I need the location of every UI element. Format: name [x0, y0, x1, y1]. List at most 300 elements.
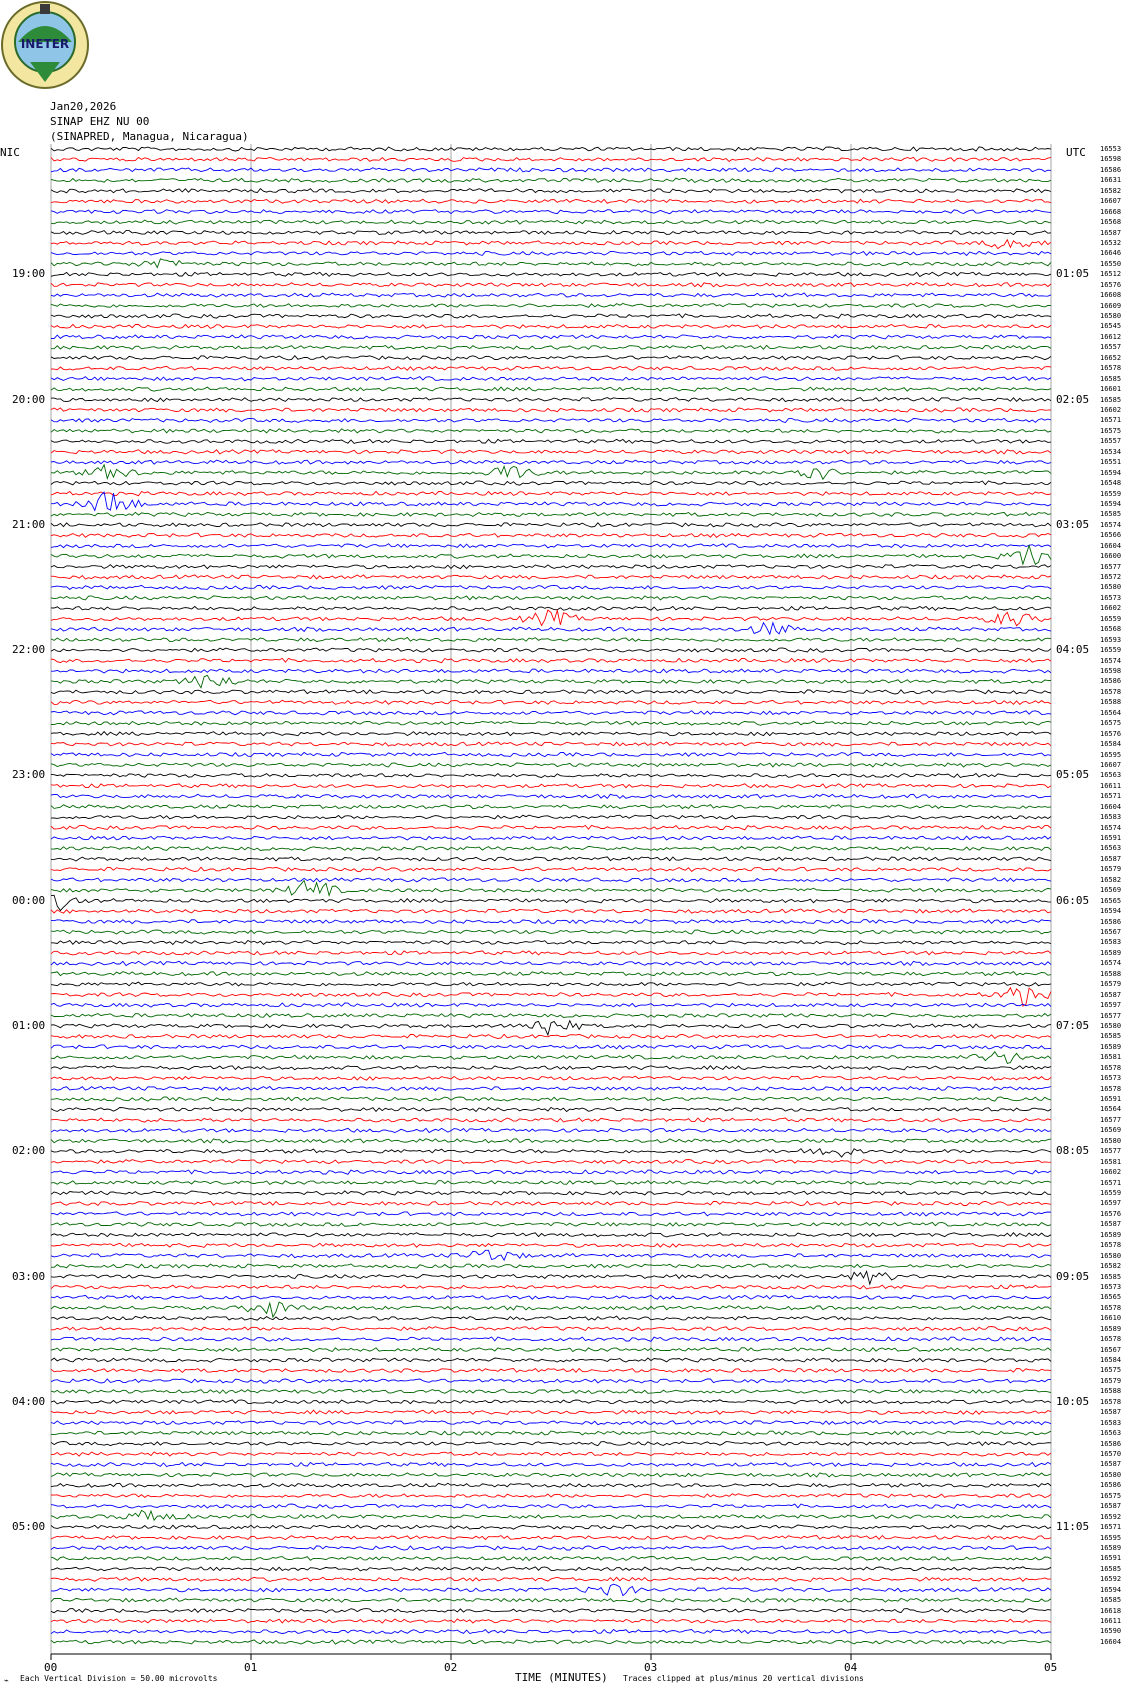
- seismic-trace: [51, 523, 1051, 527]
- trace-count-label: 16586: [1100, 1439, 1122, 1448]
- seismic-trace: [51, 546, 1051, 565]
- seismic-trace: [51, 1358, 1051, 1362]
- trace-count-label: 16576: [1100, 729, 1122, 738]
- seismic-trace: [51, 982, 1051, 986]
- trace-count-label: 16587: [1100, 1220, 1122, 1229]
- seismic-trace: [51, 1410, 1051, 1414]
- right-hour-label: 03:05: [1056, 517, 1090, 531]
- seismic-trace: [51, 1452, 1051, 1456]
- trace-count-label: 16646: [1100, 249, 1122, 258]
- seismic-trace: [51, 1034, 1051, 1038]
- trace-count-label: 16577: [1100, 1011, 1122, 1020]
- trace-count-label: 16594: [1100, 499, 1122, 508]
- trace-count-label: 16551: [1100, 458, 1122, 467]
- seismic-trace: [51, 1118, 1051, 1122]
- trace-count-label: 16586: [1100, 165, 1122, 174]
- trace-count-label: 16574: [1100, 520, 1122, 529]
- trace-count-label: 16607: [1100, 197, 1122, 206]
- seismic-trace: [51, 1525, 1051, 1529]
- seismic-trace: [51, 825, 1051, 829]
- seismic-trace: [51, 168, 1051, 172]
- trace-count-label: 16577: [1100, 562, 1122, 571]
- trace-count-label: 16598: [1100, 155, 1122, 164]
- seismic-trace: [51, 721, 1051, 725]
- seismic-trace: [51, 304, 1051, 308]
- trace-count-label: 16585: [1100, 374, 1122, 383]
- seismic-trace: [51, 1389, 1051, 1393]
- left-hour-label: 22:00: [12, 643, 46, 657]
- right-hour-label: 07:05: [1056, 1018, 1090, 1032]
- seismic-trace: [51, 356, 1051, 360]
- trace-count-label: 16573: [1100, 1282, 1122, 1291]
- seismic-trace: [51, 658, 1051, 662]
- seismic-trace: [51, 450, 1051, 454]
- x-tick-label: 00: [44, 1661, 58, 1674]
- trace-count-label: 16668: [1100, 207, 1122, 216]
- trace-count-label: 16608: [1100, 291, 1122, 300]
- trace-count-label: 16545: [1100, 322, 1122, 331]
- trace-count-label: 16618: [1100, 1606, 1122, 1615]
- trace-count-label: 16584: [1100, 1356, 1122, 1365]
- trace-count-label: 16574: [1100, 823, 1122, 832]
- seismic-trace: [51, 1546, 1051, 1550]
- trace-count-label: 16548: [1100, 479, 1122, 488]
- trace-count-label: 16593: [1100, 635, 1122, 644]
- seismic-trace: [51, 1212, 1051, 1216]
- right-hour-label: 05:05: [1056, 768, 1090, 782]
- seismic-trace: [51, 972, 1051, 976]
- trace-count-label: 16631: [1100, 176, 1122, 185]
- trace-count-label: 16585: [1100, 1272, 1122, 1281]
- left-hour-label: 20:00: [12, 392, 46, 406]
- trace-count-label: 16579: [1100, 1376, 1122, 1385]
- seismic-trace: [51, 366, 1051, 370]
- seismic-trace: [51, 335, 1051, 339]
- seismic-trace: [51, 1598, 1051, 1602]
- seismic-trace: [51, 951, 1051, 955]
- seismic-trace: [51, 575, 1051, 579]
- seismic-trace: [51, 1577, 1051, 1581]
- trace-count-label: 16591: [1100, 1095, 1122, 1104]
- seismic-trace: [51, 1584, 1051, 1595]
- seismic-trace: [51, 1619, 1051, 1623]
- seismic-trace: [51, 675, 1051, 688]
- trace-count-label: 16587: [1100, 228, 1122, 237]
- right-timezone: UTC: [1066, 146, 1086, 159]
- trace-count-label: 16563: [1100, 844, 1122, 853]
- seismic-trace: [51, 711, 1051, 715]
- seismic-trace: [51, 1021, 1051, 1035]
- trace-count-label: 16611: [1100, 781, 1122, 790]
- right-hour-label: 08:05: [1056, 1144, 1090, 1158]
- seismic-trace: [51, 533, 1051, 537]
- seismic-trace: [51, 700, 1051, 704]
- trace-count-label: 16592: [1100, 1575, 1122, 1584]
- left-hour-label: 23:00: [12, 768, 46, 782]
- trace-count-label: 16590: [1100, 1627, 1122, 1636]
- right-hour-label: 02:05: [1056, 392, 1090, 406]
- trace-count-label: 16583: [1100, 813, 1122, 822]
- seismic-trace: [51, 805, 1051, 809]
- right-hour-label: 10:05: [1056, 1394, 1090, 1408]
- left-hour-label: 00:00: [12, 893, 46, 907]
- trace-count-label: 16512: [1100, 270, 1122, 279]
- trace-count-label: 16553: [1100, 145, 1122, 153]
- left-hour-label: 04:00: [12, 1394, 46, 1408]
- trace-count-label: 16568: [1100, 218, 1122, 227]
- trace-count-label: 16612: [1100, 332, 1122, 341]
- trace-count-label: 16578: [1100, 687, 1122, 696]
- trace-count-label: 16571: [1100, 1523, 1122, 1532]
- x-axis-label: TIME (MINUTES): [515, 1671, 608, 1684]
- trace-count-label: 16602: [1100, 1168, 1122, 1177]
- seismic-trace: [51, 220, 1051, 224]
- trace-count-label: 16564: [1100, 708, 1122, 717]
- seismic-trace: [51, 1264, 1051, 1268]
- seismic-trace: [51, 1045, 1051, 1049]
- seismic-trace: [51, 1250, 1051, 1260]
- trace-count-label: 16559: [1100, 614, 1122, 623]
- left-timezone: NIC: [0, 146, 20, 159]
- seismic-trace: [51, 1052, 1051, 1064]
- trace-count-label: 16598: [1100, 667, 1122, 675]
- seismic-trace: [51, 460, 1051, 464]
- seismic-trace: [51, 930, 1051, 934]
- trace-count-label: 16604: [1100, 802, 1122, 811]
- trace-count-label: 16579: [1100, 980, 1122, 989]
- seismic-trace: [51, 199, 1051, 203]
- trace-count-label: 16575: [1100, 1366, 1122, 1375]
- seismic-trace: [51, 836, 1051, 840]
- trace-count-label: 16563: [1100, 771, 1122, 780]
- trace-count-label: 16595: [1100, 750, 1122, 759]
- right-hour-label: 06:05: [1056, 893, 1090, 907]
- trace-count-label: 16574: [1100, 656, 1122, 665]
- seismic-trace: [51, 1097, 1051, 1101]
- seismic-trace: [51, 1243, 1051, 1247]
- trace-count-label: 16565: [1100, 1293, 1122, 1302]
- seismic-trace: [51, 881, 1051, 896]
- trace-count-label: 16571: [1100, 792, 1122, 801]
- x-tick-label: 05: [1044, 1661, 1058, 1674]
- seismic-trace: [51, 846, 1051, 850]
- trace-count-label: 16585: [1100, 1032, 1122, 1041]
- seismic-trace: [51, 1630, 1051, 1634]
- seismic-trace: [51, 585, 1051, 589]
- trace-count-label: 16584: [1100, 740, 1122, 749]
- seismic-trace: [51, 1640, 1051, 1644]
- trace-count-label: 16578: [1100, 1335, 1122, 1344]
- trace-count-label: 16575: [1100, 719, 1122, 728]
- seismic-trace: [51, 565, 1051, 569]
- header-date: Jan20,2026: [50, 100, 117, 113]
- seismic-trace: [51, 1316, 1051, 1320]
- trace-count-label: 16587: [1100, 1502, 1122, 1511]
- seismic-trace: [51, 272, 1051, 276]
- seismic-trace: [51, 1139, 1051, 1143]
- seismic-trace: [51, 377, 1051, 381]
- left-hour-label: 05:00: [12, 1520, 46, 1534]
- footer-icon: ⌁: [4, 1676, 9, 1685]
- trace-count-label: 16583: [1100, 1418, 1122, 1427]
- trace-count-label: 16586: [1100, 917, 1122, 926]
- trace-count-label: 16576: [1100, 1209, 1122, 1218]
- seismic-trace: [51, 397, 1051, 401]
- left-hour-label: 19:00: [12, 267, 46, 281]
- seismic-trace: [51, 610, 1051, 626]
- trace-count-label: 16611: [1100, 1617, 1122, 1626]
- seismic-trace: [51, 1160, 1051, 1164]
- x-tick-label: 03: [644, 1661, 658, 1674]
- trace-count-label: 16573: [1100, 593, 1122, 602]
- seismic-trace: [51, 283, 1051, 287]
- seismic-trace: [51, 648, 1051, 652]
- seismic-trace: [51, 345, 1051, 349]
- trace-count-label: 16575: [1100, 1491, 1122, 1500]
- seismic-trace: [51, 1400, 1051, 1404]
- seismic-trace: [51, 909, 1051, 913]
- seismic-trace: [51, 1302, 1051, 1317]
- trace-count-label: 16594: [1100, 468, 1122, 477]
- trace-count-label: 16585: [1100, 1596, 1122, 1605]
- trace-count-label: 16572: [1100, 573, 1122, 582]
- seismic-trace: [51, 429, 1051, 433]
- seismic-trace: [51, 857, 1051, 861]
- seismic-trace: [51, 1504, 1051, 1508]
- seismic-trace: [51, 491, 1051, 495]
- x-tick-label: 02: [444, 1661, 458, 1674]
- left-hour-label: 02:00: [12, 1144, 46, 1158]
- trace-count-label: 16597: [1100, 1199, 1122, 1208]
- trace-count-label: 16578: [1100, 1397, 1122, 1406]
- trace-count-label: 16602: [1100, 604, 1122, 613]
- trace-count-label: 16578: [1100, 364, 1122, 373]
- seismic-trace: [51, 815, 1051, 819]
- trace-count-label: 16574: [1100, 959, 1122, 968]
- trace-count-label: 16577: [1100, 1115, 1122, 1124]
- seismic-trace: [51, 752, 1051, 756]
- trace-count-label: 16586: [1100, 1481, 1122, 1490]
- seismic-trace: [51, 1076, 1051, 1080]
- trace-count-label: 16573: [1100, 1074, 1122, 1083]
- trace-count-label: 16532: [1100, 238, 1122, 247]
- seismic-trace: [51, 1087, 1051, 1091]
- trace-count-label: 16602: [1100, 406, 1122, 414]
- seismic-trace: [51, 147, 1051, 151]
- seismic-trace: [51, 1510, 1051, 1520]
- trace-count-label: 16578: [1100, 1063, 1122, 1072]
- seismic-trace: [51, 878, 1051, 882]
- seismic-trace: [51, 210, 1051, 214]
- trace-count-label: 16580: [1100, 1021, 1122, 1030]
- trace-count-label: 16597: [1100, 1001, 1122, 1010]
- seismic-trace: [51, 1285, 1051, 1289]
- trace-count-label: 16594: [1100, 907, 1122, 916]
- trace-count-label: 16580: [1100, 1470, 1122, 1479]
- trace-count-label: 16604: [1100, 541, 1122, 550]
- seismic-trace: [51, 1369, 1051, 1373]
- seismic-trace: [51, 961, 1051, 965]
- right-hour-label: 09:05: [1056, 1269, 1090, 1283]
- trace-count-label: 16571: [1100, 416, 1122, 425]
- trace-count-label: 16588: [1100, 969, 1122, 978]
- trace-count-label: 16569: [1100, 886, 1122, 895]
- seismic-trace: [51, 623, 1051, 635]
- trace-count-label: 16600: [1100, 552, 1122, 561]
- trace-count-label: 16588: [1100, 698, 1122, 707]
- trace-count-label: 16581: [1100, 1157, 1122, 1166]
- trace-count-label: 16589: [1100, 1042, 1122, 1051]
- seismic-trace: [51, 988, 1051, 1006]
- seismic-trace: [51, 638, 1051, 642]
- seismic-trace: [51, 1327, 1051, 1331]
- trace-count-label: 16559: [1100, 646, 1122, 655]
- seismic-trace: [51, 1170, 1051, 1174]
- seismic-trace: [51, 1107, 1051, 1111]
- x-tick-label: 04: [844, 1661, 858, 1674]
- seismic-trace: [51, 690, 1051, 694]
- header-station: SINAP EHZ NU 00: [50, 115, 150, 128]
- seismic-trace: [51, 314, 1051, 318]
- trace-count-label: 16607: [1100, 760, 1122, 769]
- trace-count-label: 16577: [1100, 1147, 1122, 1156]
- seismic-trace: [51, 189, 1051, 193]
- trace-count-label: 16575: [1100, 426, 1122, 435]
- seismic-trace: [51, 1567, 1051, 1571]
- footer-clip-note: Traces clipped at plus/minus 20 vertical divisions: [623, 1674, 864, 1683]
- seismic-trace: [51, 940, 1051, 944]
- trace-count-label: 16550: [1100, 259, 1122, 268]
- seismic-trace: [51, 240, 1051, 249]
- trace-count-label: 16582: [1100, 875, 1122, 884]
- trace-count-label: 16652: [1100, 353, 1122, 362]
- seismic-trace: [51, 1149, 1051, 1157]
- seismic-trace: [51, 1494, 1051, 1498]
- seismic-trace: [51, 784, 1051, 788]
- seismic-trace: [51, 387, 1051, 391]
- right-hour-label: 01:05: [1056, 267, 1090, 281]
- trace-count-label: 16588: [1100, 1387, 1122, 1396]
- trace-count-label: 16559: [1100, 489, 1122, 498]
- seismic-trace: [51, 1201, 1051, 1205]
- trace-count-label: 16592: [1100, 1512, 1122, 1521]
- seismic-trace: [51, 324, 1051, 328]
- seismic-trace: [51, 1462, 1051, 1466]
- seismic-trace: [51, 1421, 1051, 1425]
- trace-count-label: 16557: [1100, 343, 1122, 352]
- seismic-trace: [51, 1295, 1051, 1299]
- logo-text: INETER: [20, 37, 70, 51]
- trace-count-label: 16589: [1100, 1324, 1122, 1333]
- trace-count-label: 16580: [1100, 1136, 1122, 1145]
- trace-count-label: 16581: [1100, 1053, 1122, 1062]
- seismic-trace: [51, 1191, 1051, 1195]
- seismic-trace: [51, 1348, 1051, 1352]
- trace-count-label: 16563: [1100, 1429, 1122, 1438]
- seismic-trace: [51, 1483, 1051, 1487]
- left-hour-label: 01:00: [12, 1018, 46, 1032]
- trace-count-label: 16578: [1100, 1303, 1122, 1312]
- seismic-trace: [51, 774, 1051, 778]
- trace-count-label: 16589: [1100, 948, 1122, 957]
- seismic-trace: [51, 1066, 1051, 1070]
- trace-count-label: 16571: [1100, 1178, 1122, 1187]
- trace-count-label: 16559: [1100, 1189, 1122, 1197]
- seismic-trace: [51, 794, 1051, 798]
- trace-count-label: 16564: [1100, 1105, 1122, 1114]
- trace-count-label: 16591: [1100, 834, 1122, 843]
- seismic-trace: [51, 732, 1051, 736]
- seismic-trace: [51, 439, 1051, 443]
- seismic-trace: [51, 1003, 1051, 1007]
- trace-count-label: 16591: [1100, 1554, 1122, 1563]
- seismic-trace: [51, 1536, 1051, 1540]
- trace-count-label: 16587: [1100, 990, 1122, 999]
- trace-count-label: 16580: [1100, 312, 1122, 321]
- trace-count-label: 16586: [1100, 677, 1122, 686]
- seismic-trace: [51, 895, 1051, 910]
- seismic-trace: [51, 408, 1051, 412]
- trace-count-label: 16567: [1100, 928, 1122, 936]
- seismic-trace: [51, 1128, 1051, 1132]
- seismic-trace: [51, 1442, 1051, 1446]
- header-agency: (SINAPRED, Managua, Nicaragua): [50, 130, 249, 143]
- right-hour-label: 04:05: [1056, 643, 1090, 657]
- seismic-trace: [51, 251, 1051, 255]
- right-hour-label: 11:05: [1056, 1520, 1090, 1534]
- seismic-trace: [51, 1431, 1051, 1435]
- trace-count-label: 16610: [1100, 1314, 1122, 1323]
- trace-count-label: 16578: [1100, 1084, 1122, 1093]
- trace-count-label: 16601: [1100, 385, 1122, 394]
- trace-count-label: 16568: [1100, 625, 1122, 634]
- seismic-trace: [51, 231, 1051, 235]
- trace-count-label: 16583: [1100, 938, 1122, 947]
- seismic-trace: [51, 606, 1051, 610]
- seismic-trace: [51, 512, 1051, 516]
- seismic-trace: [51, 418, 1051, 422]
- seismic-trace: [51, 1609, 1051, 1613]
- seismic-trace: [51, 867, 1051, 871]
- seismic-trace: [51, 1233, 1051, 1237]
- trace-count-label: 16578: [1100, 1241, 1122, 1250]
- x-tick-label: 01: [244, 1661, 258, 1674]
- seismic-trace: [51, 157, 1051, 161]
- trace-count-label: 16604: [1100, 1637, 1122, 1646]
- seismic-trace: [51, 596, 1051, 600]
- trace-count-label: 16567: [1100, 1345, 1122, 1354]
- trace-count-label: 16587: [1100, 854, 1122, 863]
- trace-count-label: 16582: [1100, 1262, 1122, 1271]
- seismic-trace: [51, 1222, 1051, 1226]
- seismic-trace: [51, 1181, 1051, 1185]
- seismic-trace: [51, 1014, 1051, 1018]
- seismic-trace: [51, 763, 1051, 767]
- seismic-trace: [51, 669, 1051, 673]
- trace-count-label: 16585: [1100, 510, 1122, 519]
- trace-count-label: 16569: [1100, 1126, 1122, 1135]
- trace-count-label: 16585: [1100, 395, 1122, 404]
- seismic-trace: [51, 465, 1051, 479]
- seismic-trace: [51, 742, 1051, 746]
- trace-count-label: 16557: [1100, 437, 1122, 446]
- trace-count-label: 16582: [1100, 186, 1122, 195]
- left-hour-label: 21:00: [12, 517, 46, 531]
- trace-count-label: 16580: [1100, 583, 1122, 592]
- trace-count-label: 16594: [1100, 1585, 1122, 1594]
- seismic-trace: [51, 1271, 1051, 1284]
- seismic-trace: [51, 920, 1051, 924]
